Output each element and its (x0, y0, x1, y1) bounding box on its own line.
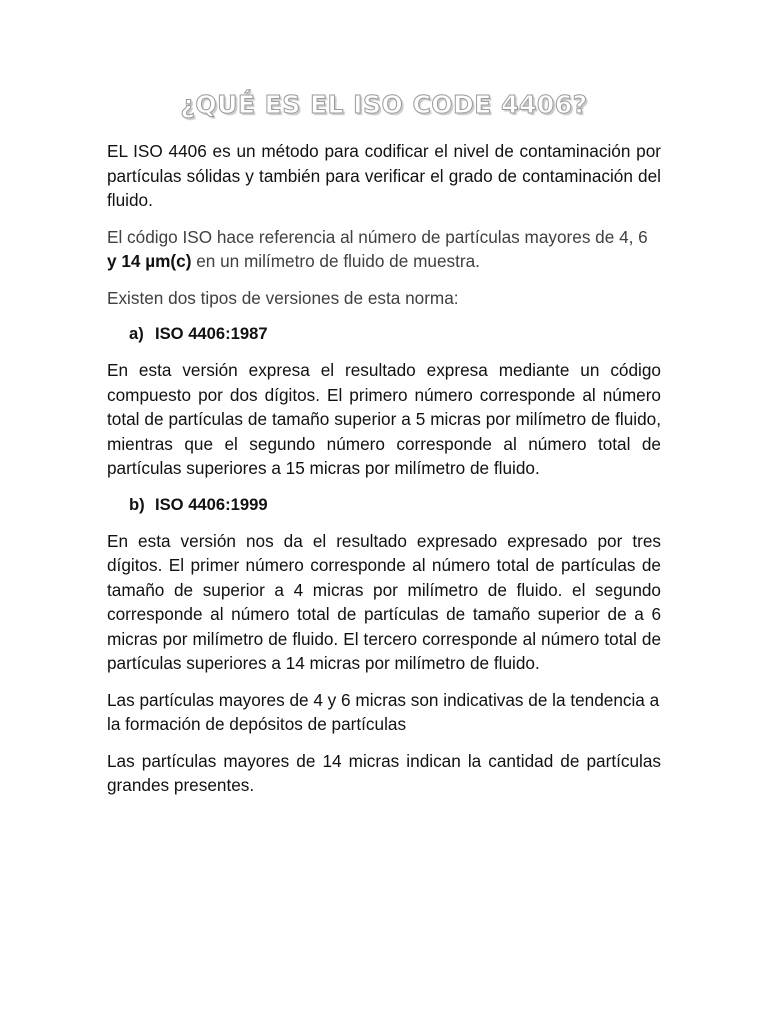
version-a-label: ISO 4406:1987 (155, 324, 268, 343)
versions-intro-paragraph: Existen dos tipos de versiones de esta norma: (107, 287, 459, 308)
reference-text-end: en un milímetro de fluido de muestra. (191, 251, 480, 271)
version-b-heading (107, 493, 661, 517)
version-b-description: En esta versión nos da el resultado expresado expresado por tres dígitos. El primer número corresponde al número total de partículas de tamaño de superior a 4 micras por milímetro de fluido. el segundo corresponde al número total de partículas de tamaño superior de a 6 micras por milímetro de fluido. El tercero corresponde al número total de partículas superiores a 14 micras por milímetro de fluido. (107, 530, 661, 673)
version-b-marker: b) (129, 494, 145, 514)
note-14-paragraph: Las partículas mayores de 14 micras indican la cantidad de partículas grandes presentes. (107, 750, 661, 795)
reference-text: El código ISO hace referencia al número de partículas mayores de 4, 6 (107, 226, 648, 247)
version-a-marker: a) (129, 324, 144, 343)
reference-paragraph (107, 225, 661, 274)
intro-paragraph: EL ISO 4406 es un método para codificar el nivel de contaminación por partículas sólidas y también para verificar el grado de contaminación del fluido. (107, 141, 661, 210)
version-a-description: En esta versión expresa el resultado expresa mediante un código compuesto por dos dígitos. El primero número corresponde al número total de partículas de tamaño superior a 5 micras por milímetro de fluido, mientras que el segundo número corresponde al número total de partículas superiores a 15 micras por milímetro de fluido. (107, 360, 661, 478)
reference-bold-text: y 14 µm(c) (107, 251, 192, 271)
page-title: ¿QUÉ ES EL ISO CODE 4406? (180, 90, 588, 119)
version-b-label: ISO 4406:1999 (155, 494, 268, 514)
note-4-6-paragraph: Las partículas mayores de 4 y 6 micras son indicativas de la tendencia a la formación de depósitos de partículas (107, 689, 660, 734)
version-a-heading (107, 322, 661, 346)
